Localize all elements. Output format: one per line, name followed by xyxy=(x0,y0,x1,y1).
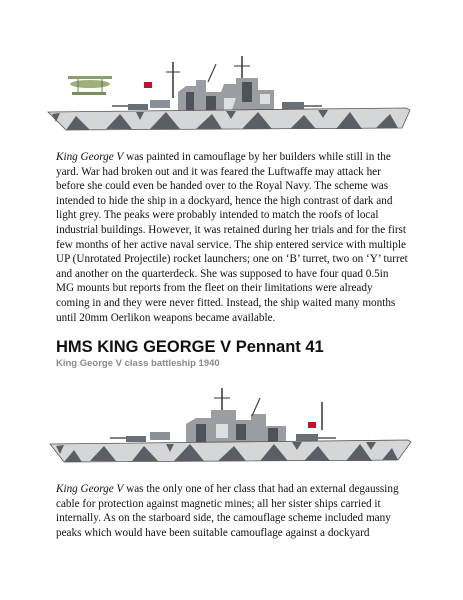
battleship-illustration-port xyxy=(46,384,413,468)
ship-name-italic: King George V xyxy=(56,151,124,163)
ensign-flag-port xyxy=(308,422,316,428)
ship-class-subtitle: King George V class battleship 1940 xyxy=(56,358,220,369)
paragraph-camouflage-history xyxy=(56,150,408,325)
page-title xyxy=(56,337,324,357)
pennant-number: Pennant 41 xyxy=(235,338,324,356)
ship-profile-starboard xyxy=(46,52,413,136)
ship-profile-port xyxy=(46,384,413,468)
paragraph-text-2: was the only one of her class that had an external degaussing cable for protection against magnetic mines; all her sister ships carried it internally. As on the starboard side, the camouflage scheme included many peaks which would have been suitable camouflage against a dockyard xyxy=(56,483,399,539)
paragraph-text: was painted in camouflage by her builders while still in the yard. War had broken out and it was feared the Luftwaffe may attack her before she could even be handed over to the Royal Navy. The scheme was intended to hide the ship in a dockyard, hence the high contrast of dark and light grey. The peaks were probably intended to match the roofs of local industrial buildings. However, it was retained during her trials and for the first few months of her active naval service. The ship entered service with multiple UP (Unrotated Projectile) rocket launchers; one on ‘B’ turret, two on ‘Y’ turret and another on the quarterdeck. She was supposed to have four quad 0.5in MG mounts but reports from the fleet on their limitations were already coming in and they were never fitted. Instead, the ship waited many months until 20mm Oerlikon weapons became available. xyxy=(56,151,408,324)
ensign-flag xyxy=(144,82,152,88)
battleship-illustration xyxy=(46,52,413,136)
ship-name-title: HMS KING GEORGE V xyxy=(56,338,232,356)
ship-name-italic-2: King George V xyxy=(56,483,124,495)
seaplane-icon xyxy=(68,76,112,95)
paragraph-degaussing xyxy=(56,482,408,540)
